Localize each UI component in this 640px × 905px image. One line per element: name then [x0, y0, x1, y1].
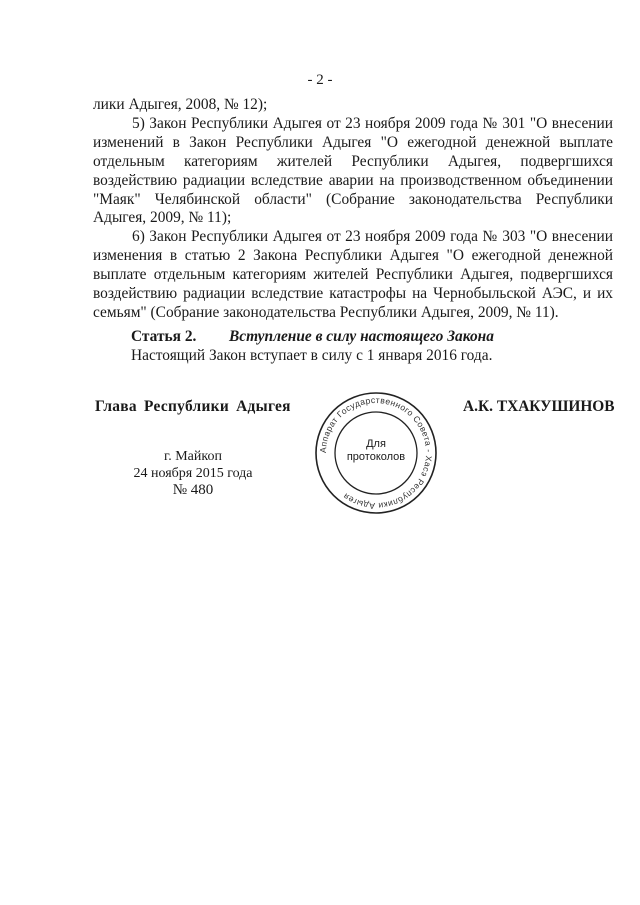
stamp-ring-text: Аппарат Государственного Совета - Хасэ Республики Адыгея	[317, 394, 435, 512]
paragraph-item-6: 6) Закон Республики Адыгея от 23 ноября 2009 года № 303 "О внесении изменения в статью 2 Закона Республики Адыгея "О ежегодной денежной выплате отдельным категориям жителей Республики Адыгея, подвергшихся воздействию радиации вследствие катастрофы на Чернобыльской АЭС, и их семьям" (Собрание законодательства Республики Адыгея, 2009, № 11).	[93, 228, 613, 321]
place-date-block	[128, 448, 258, 499]
article-title: Вступление в силу настоящего Закона	[229, 328, 494, 345]
city: г. Майкоп	[164, 449, 222, 464]
paragraph-item-5: 5) Закон Республики Адыгея от 23 ноября 2009 года № 301 "О внесении изменений в Закон Республики Адыгея "О ежегодной денежной выплате отдельным категориям жителей Республики Адыгея, подвергшихся воздействию радиации вследствие аварии на производственном объединении "Маяк" Челябинской области" (Собрание законодательства Республики Адыгея, 2009, № 11);	[93, 114, 613, 227]
paragraph-continuation: лики Адыгея, 2008, № 12);	[93, 96, 268, 113]
body-text	[93, 96, 613, 323]
page-number: - 2 -	[307, 72, 333, 88]
article-heading	[131, 327, 611, 346]
stamp-label-line1: Для	[366, 438, 386, 450]
law-number: № 480	[172, 482, 214, 498]
stamp-label-line2: протоколов	[346, 451, 406, 463]
seal-stamp	[311, 388, 441, 518]
article-text: Настоящий Закон вступает в силу с 1 января 2016 года.	[131, 347, 493, 364]
article-number: Статья 2.	[131, 328, 197, 345]
signer-role: Глава Республики Адыгея	[95, 398, 291, 415]
signer-name: А.К. ТХАКУШИНОВ	[463, 398, 615, 415]
date: 24 ноября 2015 года	[133, 466, 253, 481]
article-2	[131, 327, 611, 365]
